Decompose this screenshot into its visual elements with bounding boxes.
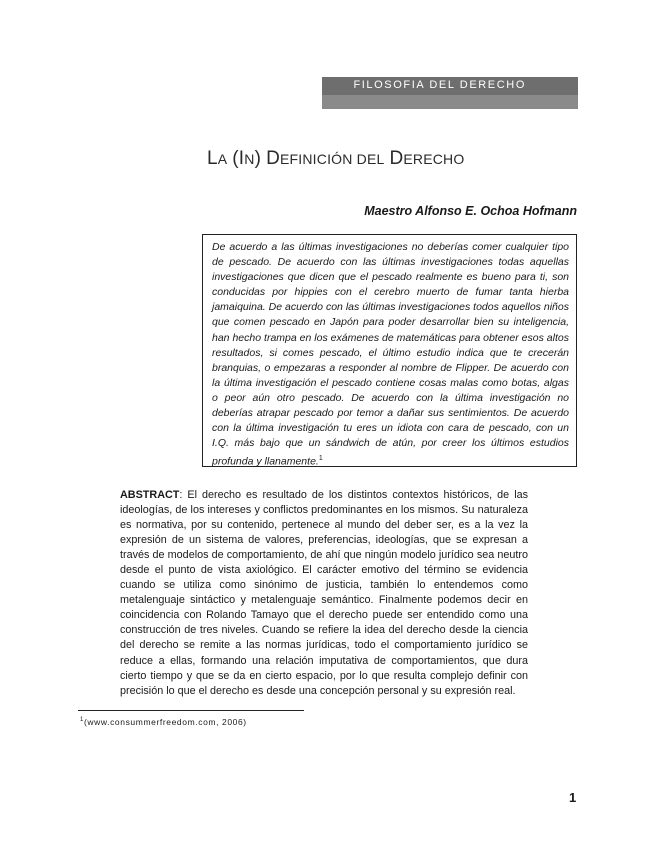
title-letter: D (266, 148, 280, 169)
footnote-text: (www.consummerfreedom.com, 2006) (83, 717, 247, 727)
epigraph-text: De acuerdo a las últimas investigaciones no deberías comer cualquier tipo de pescado. De acuerdo con las últimas investigaciones todas aquellas investigaciones que dicen que el pescado realmente es bueno para ti, son conducidas por hippies con el cerebro muerto de fumar tanta hierba jamaiquina. De acuerdo con las últimas investigaciones todos aquellos niños que comen pescado en Japón para poder desarrollar bien su inteligencia, han hecho trampa en los exámenes de matemáticas para obtener esos altos resultados, si comes pescado, el último estudio indica que te crecerán branquias, o empezaras a responder al nombre de Flipper. De acuerdo con la última investigación el pescado contiene cosas malas como botas, algas o peor aún otro pescado. De acuerdo con la última investigación no deberías atrapar pescado por temor a dañar sus sentimientos. De acuerdo con la última investigación tu eres un idiota con cara de pescado, con un I.Q. más bajo que un sándwich de atún, por creer los últimos estudios profunda y llanamente. (212, 241, 569, 468)
page-number: 1 (569, 790, 577, 805)
abstract-label: ABSTRACT (120, 489, 180, 501)
abstract-paragraph (120, 488, 528, 699)
abstract-text: : El derecho es resultado de los distintos contextos históricos, de las ideologías, de los intereses y conflictos predominantes en los mismos. Su naturaleza es normativa, por su contenido, pertenece al mundo del deber ser, es a la vez la expresión de un sistema de valores, preferencias, ideologías, que se expresan a través de modelos de comportamiento, de ahí que ningún modelo jurídico sea neutro desde el punto de vista axiológico. El carácter emotivo del término se evidencia cuando se utiliza como sinónimo de justicia, también lo entendemos como metalenguaje sintáctico y metalenguaje semántico. Finalmente podemos decir en coincidencia con Rolando Tamayo que el derecho puede ser entendido como una construcción de tres niveles. Cuando se refiere la idea del derecho desde la ciencia del derecho se remite a las normas jurídicas, todo el comportamiento jurídico se reduce a ellas, formando una relación imputativa de comportamientos, que dura cierto tiempo y que se da en cierto espacio, por lo que resulta complejo definir con precisión lo que el derecho es desde una concepción personal y su expresión real. (120, 489, 528, 697)
footnote-marker: 1 (80, 717, 84, 724)
footnote (80, 717, 247, 727)
title-smallcaps: A (217, 151, 228, 167)
title-letter: ) (254, 148, 262, 169)
section-header-band (322, 77, 578, 109)
section-label: FILOSOFIA DEL DERECHO (353, 79, 526, 91)
footnote-reference[interactable]: 1 (318, 455, 323, 463)
title-smallcaps: EFINICIÓN DEL (279, 151, 385, 167)
title-letter: L (207, 148, 218, 169)
title-letter: D (389, 148, 404, 169)
author-name: Maestro Alfonso E. Ochoa Hofmann (364, 204, 577, 218)
title-letter: (I (232, 148, 245, 169)
epigraph-quote (212, 240, 569, 470)
title-smallcaps: N (244, 151, 255, 167)
article-title (207, 148, 464, 170)
title-smallcaps: ERECHO (403, 151, 465, 167)
footnote-divider (78, 710, 304, 711)
